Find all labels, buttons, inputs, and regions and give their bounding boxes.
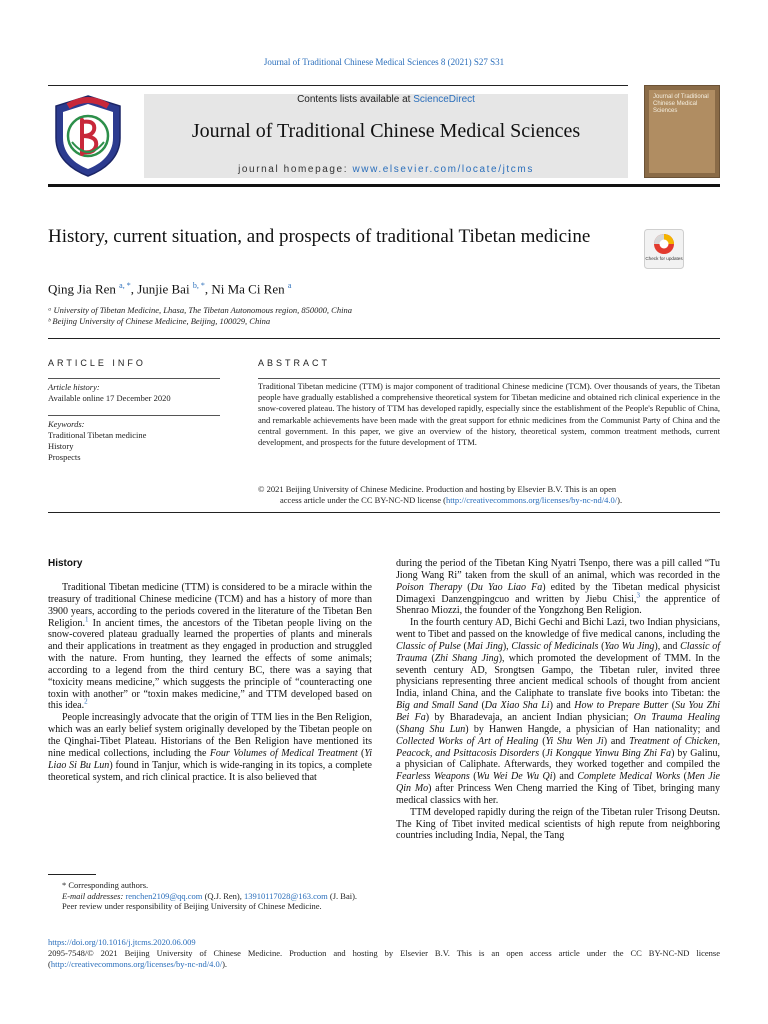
book-title: Four Volumes of Medical Treatment	[209, 747, 358, 759]
check-for-updates-icon[interactable]	[644, 229, 684, 269]
book-title: Mai Jing	[466, 640, 503, 652]
book-title: Poison Therapy	[396, 581, 463, 593]
license-link[interactable]: http://creativecommons.org/licenses/by-nc-nd/4.0/	[50, 959, 223, 969]
body-paragraph	[48, 712, 372, 783]
keyword-item: History	[48, 441, 74, 451]
body-text: ) found in Tanjur, which is wide-ranging in its topics, a complete theoretical system, and rich clinical practice. It is also believed that	[48, 759, 372, 783]
email-addresses-note	[48, 891, 372, 902]
email-link[interactable]: 13910117028@163.com	[244, 890, 328, 901]
contents-prefix: Contents lists available at	[297, 94, 414, 105]
body-text: ), and	[654, 640, 681, 652]
book-title: Yao Wu Jing	[604, 640, 655, 652]
book-title: Yi Liao Si Bu Lun	[48, 747, 372, 771]
body-text: (	[396, 723, 400, 735]
footnotes	[48, 880, 372, 912]
body-text: ), which promoted the development of TMM. In the seventh century AD, Srongtsen Gampo, the Tibetan ruler, invited three physicians representing three ancient medical schools of thought from ancient India, inland China, and the Caliphate to translate five books into Tibetan: the	[396, 652, 720, 700]
keywords-label: Keywords:	[48, 419, 85, 429]
book-title: Classic of Pulse	[396, 640, 461, 652]
reference-citation[interactable]: 1	[84, 615, 89, 624]
body-text: (	[478, 700, 485, 712]
abstract-bottom-rule	[48, 512, 720, 513]
publisher-logo-icon	[48, 92, 128, 178]
body-text: ) and	[549, 700, 575, 712]
running-head: Journal of Traditional Chinese Medical Sciences 8 (2021) S27 S31	[263, 57, 505, 67]
body-column-left	[48, 582, 372, 783]
body-text: ) after Princess Wen Cheng married the King of Tibet, bringing many medical classics with her.	[396, 783, 720, 806]
book-title: How to Prepare Butter	[574, 700, 669, 712]
body-text: (	[469, 771, 477, 783]
body-text: (	[598, 640, 605, 652]
doi-link[interactable]: https://doi.org/10.1016/j.jtcms.2020.06.009	[48, 937, 196, 947]
book-title: Yi Shu Wen Ji	[545, 735, 604, 747]
body-paragraph	[48, 582, 372, 712]
copyright-end: ).	[617, 495, 623, 506]
body-text: (	[427, 652, 435, 664]
author-name: Qing Jia Ren	[48, 281, 116, 297]
book-title: Shang Shu Lun	[399, 723, 466, 735]
peer-review-note: Peer review under responsibility of Beijing University of Chinese Medicine.	[62, 901, 322, 911]
issn-text: 2095-7548/© 2021 Beijing University of Chinese Medicine. Production and hosting by Elsevier B.V. This is an open access article under the CC BY-NC-ND license (	[48, 948, 720, 969]
abstract-copyright	[258, 484, 720, 506]
email-owner: (J. Bai).	[327, 890, 358, 901]
keywords-list	[48, 430, 146, 463]
contents-line	[144, 94, 628, 105]
book-title: Da Xiao Sha Li	[484, 700, 550, 712]
author-list: Qing Jia Ren $^{a, *}$, Junjie Bai $^{b, *}$, Ni Ma Ci Ren $^a$	[48, 281, 292, 297]
book-title: On Trauma Healing	[633, 711, 721, 723]
book-title: Du Yao Liao Fa	[470, 581, 543, 593]
author-name: Junjie Bai	[137, 281, 190, 297]
journal-homepage-line	[144, 164, 628, 175]
journal-title: Journal of Traditional Chinese Medical Sciences	[191, 120, 581, 142]
book-title: Classic of Medicinals	[511, 640, 599, 652]
copyright-line-1: © 2021 Beijing University of Chinese Medicine. Production and hosting by Elsevier B.V. This is an open	[258, 484, 617, 494]
journal-cover-thumbnail	[644, 85, 720, 178]
license-link[interactable]: http://creativecommons.org/licenses/by-nc-nd/4.0/	[445, 495, 618, 506]
article-title: History, current situation, and prospects of traditional Tibetan medicine	[48, 226, 591, 247]
book-title: Ji Kongque Yinwu Bing Zhi Fa	[545, 747, 672, 759]
book-title: Big and Small Sand	[396, 700, 479, 712]
book-title: Complete Medical Works	[577, 771, 681, 783]
body-paragraph	[396, 617, 720, 807]
body-text: during the period of the Tibetan King Nyatri Tsenpo, there was a pill called “Tu Jiong Wang Ri” taken from the skull of an animal, which was recorded in the	[396, 558, 720, 581]
author-affiliation-marker[interactable]: b, *	[192, 281, 205, 290]
body-text: ) edited by the Tibetan medical physicist Dimagexi Danzengpingcuo and written by Jiebu Chisi,	[396, 581, 720, 605]
book-title: Treatment of Chicken, Peacock, and Psittacosis Disorders	[396, 735, 720, 759]
header-thick-rule	[48, 184, 720, 187]
body-text: ),	[502, 640, 512, 652]
email-link[interactable]: renchen2109@qq.com	[125, 890, 203, 901]
body-text: People increasingly advocate that the origin of TTM lies in the Ben Religion, which was an early belief system originally developed by the Tibetan people on the Qinghai-Tibet Plateau. Historians of the Ben Religion have mentioned its nine medical collections, including the	[48, 712, 372, 759]
author-name: Ni Ma Ci Ren	[211, 281, 285, 297]
body-paragraph: TTM developed rapidly during the reign of the Tibetan ruler Trisong Deutsn. The King of Tibet invited medical scientists of high repute from neighboring countries including India, Nepal, the Tang	[396, 806, 720, 842]
email-owner: (Q.J. Ren),	[202, 890, 244, 901]
article-info-heading: ARTICLE INFO	[48, 358, 146, 368]
keyword-item: Prospects	[48, 452, 81, 462]
body-text: (	[357, 747, 365, 759]
homepage-prefix: journal homepage:	[238, 164, 353, 175]
footnote-rule	[48, 874, 96, 875]
reference-citation[interactable]: 2	[84, 698, 88, 707]
body-text: ) by Galinu, a physician of Caliphate. Afterwards, they worked together and compiled the	[396, 747, 720, 771]
book-title: Classic of Trauma	[396, 640, 720, 664]
body-paragraph	[396, 558, 720, 617]
body-text: (	[538, 735, 546, 747]
affiliation-a: ᵃ University of Tibetan Medicine, Lhasa, The Tibetan Autonomous region, 850000, China	[48, 305, 352, 315]
body-text: ) by Bharadevaja, an ancient Indian physician;	[425, 711, 634, 723]
affiliation-b: ᵇ Beijing University of Chinese Medicine, Beijing, 100029, China	[48, 316, 271, 326]
header-rule	[48, 85, 628, 86]
book-title: Zhi Shang Jing	[434, 652, 499, 664]
body-text: ) and	[603, 735, 630, 747]
body-text: Traditional Tibetan medicine (TTM) is considered to be a miracle within the treasury of traditional Chinese medicine (TCM) and has a history of more than 3900 years, according to the periods covered in the literature of the Tibetan Ben Religion.	[48, 582, 372, 629]
book-title: Men Jie Qin Mo	[396, 771, 720, 795]
body-text: ) and	[552, 771, 578, 783]
copyright-line-2	[258, 495, 720, 506]
body-text: (	[460, 640, 467, 652]
copyright-license-text: access article under the CC BY-NC-ND license (	[280, 495, 446, 506]
issn-end: ).	[222, 959, 228, 969]
email-label: E-mail addresses:	[62, 890, 124, 901]
book-title: Su You Zhi Bei Fa	[396, 700, 720, 723]
reference-citation[interactable]: 3	[636, 591, 640, 600]
check-badge-label: Check for updates	[645, 256, 683, 261]
article-info-rule	[48, 378, 220, 379]
abstract-heading: ABSTRACT	[258, 358, 331, 368]
body-text: In the fourth century AD, Bichi Gechi and Bichi Lazi, two Indian physicians, went to Tibet and passed on the knowledge of five medical canons, including the	[396, 617, 720, 641]
author-affiliation-marker[interactable]: a, *	[119, 281, 131, 290]
section-heading-history: History	[48, 558, 83, 569]
sciencedirect-link[interactable]: ScienceDirect	[413, 94, 475, 105]
body-text: (	[680, 771, 687, 783]
abstract-text: Traditional Tibetan medicine (TTM) is major component of traditional Chinese medicine (TCM). Over thousands of years, the Tibetan people have gradually established a comprehensive theoretical system for Tibetan medicine and obtained rich clinical experience in the snow-covered plateau. The history of TTM has developed rapidly, especially since the establishment of the People's Republic of China, and remarkable achievements have been made with the great support for ethnic medicines from the Communist Party of China and the central government. In this paper, we give an overview of the history, theoretical system, common treatment methods, current development, and prospects for the future development of TTM.	[258, 381, 720, 448]
body-text: (	[539, 747, 546, 759]
keyword-item: Traditional Tibetan medicine	[48, 430, 147, 440]
book-title: Wu Wei De Wu Qi	[476, 771, 553, 783]
body-text: ) by Hanwen Hangde, a physician of Han nationality; and	[465, 723, 720, 735]
article-history-label: Article history:	[48, 382, 100, 392]
journal-homepage-link[interactable]: www.elsevier.com/locate/jtcms	[352, 164, 534, 175]
body-text: (	[462, 581, 471, 593]
author-affiliation-marker[interactable]: a	[287, 281, 292, 290]
body-text: (	[668, 700, 676, 712]
body-text: In ancient times, the ancestors of the Tibetan people living on the snow-covered plateau gradually learned the properties of plants and minerals and their applications in treatment as they engaged in production and struggled with the nature. From hunting, they learned the effects of some animals; according to a legend from the third century BC, there was a saying that “toxicity means medicine,” which suggests the principle of “counteracting one toxin with another” or “toxin makes medicine,” and TTM developed based on this idea.	[48, 617, 372, 712]
book-title: Fearless Weapons	[396, 771, 470, 783]
book-title: Collected Works of Art of Healing	[396, 735, 539, 747]
body-column-right	[396, 558, 720, 842]
corresponding-authors-note: * Corresponding authors.	[62, 880, 149, 890]
body-text: the apprentice of Shenrao Miozzi, the founder of the Yongzhong Ben Religion.	[396, 593, 721, 617]
issn-copyright-line	[48, 948, 720, 970]
abstract-rule	[258, 378, 720, 379]
article-history-value: Available online 17 December 2020	[48, 393, 171, 403]
keywords-rule	[48, 415, 220, 416]
cover-title: Journal of Traditional Chinese Medical Sciences	[653, 94, 709, 114]
affiliation-rule	[48, 338, 720, 339]
